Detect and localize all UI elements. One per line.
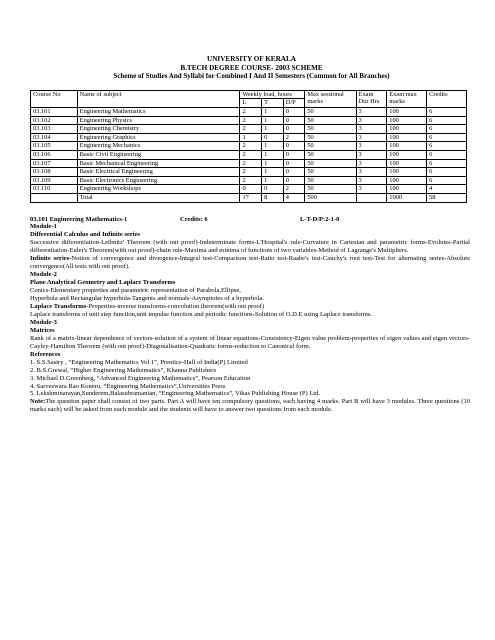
cell-cr: 6 [427,142,467,151]
col-exam-dur: Exam Dur Hrs [356,90,387,107]
cell-ses: 50 [305,142,356,151]
series-text: Notion of convergence and divergence-Integral test-Comparison test-Ratio test-Raabe's test-Cauchy's root test-Test for alternating series-Absolute convergence(All tests with out proof). [30,255,470,271]
cell-T: 1 [262,116,284,125]
cell-max: 100 [387,133,427,142]
cell-max: 100 [387,168,427,177]
cell-ses: 50 [305,159,356,168]
cell-max: 100 [387,107,427,116]
cell-T: 1 [262,150,284,159]
cell-L: 2 [240,168,262,177]
cell-cr: 6 [427,168,467,177]
cell-name: Basic Electrical Engineering [77,168,240,177]
cell-DP: 0 [283,168,305,177]
col-name: Name of subject [77,90,240,107]
cell-dur: 3 [356,133,387,142]
cell-code: 03.106 [31,150,78,159]
cell-name: Basic Electronics Engineering [77,176,240,185]
col-dp: D/P [283,99,305,108]
cell-code: 03.104 [31,133,78,142]
cell-DP: 0 [283,142,305,151]
cell-name: Basic Mechanical Engineering [77,159,240,168]
cell-ses: 50 [305,176,356,185]
table-header-row [31,90,467,99]
syllabus-body [30,216,470,415]
col-exam-max: Exam max marks [387,90,427,107]
scheme-table [30,90,467,203]
module-2-text-1: Conics-Elementary properties and parametric representation of Parabola,Ellipse, [30,287,241,295]
cell-dur: 3 [356,150,387,159]
col-weekly: Weekly load, hours [240,90,305,99]
cell-name: Engineering Workshops [77,185,240,194]
cell-T: 1 [262,159,284,168]
module-3-subtitle: Matrices [30,326,55,334]
cell-L: 2 [240,125,262,134]
subject-heading [30,216,470,224]
table-row [31,142,467,151]
cell-cr: 6 [427,125,467,134]
cell-T: 0 [262,133,284,142]
cell-name: Engineering Physics [77,116,240,125]
cell-L: 2 [240,159,262,168]
references-title: References [30,350,61,358]
cell-cr: 6 [427,116,467,125]
cell-DP: 0 [283,176,305,185]
table-row [31,193,467,202]
cell-ses: 50 [305,125,356,134]
cell-cr: 4 [427,185,467,194]
cell-DP: 0 [283,159,305,168]
note-label: Note: [30,398,46,406]
cell-dur: 3 [356,159,387,168]
table-row [31,185,467,194]
reference-item: 2. B.S.Grewal, “Higher Engineering Mathematics”, Khanna Publishers [30,366,216,374]
cell-L: 2 [240,142,262,151]
cell-L: 2 [240,107,262,116]
document-header [30,55,473,81]
cell-dur: 3 [356,168,387,177]
reference-item: 4. Sarveswara Rao Koneru, “Engineering Mathematics”,Universities Press [30,382,226,390]
cell-DP: 0 [283,150,305,159]
table-row [31,159,467,168]
cell-max: 100 [387,125,427,134]
cell-code: 03.101 [31,107,78,116]
cell-T: 1 [262,125,284,134]
cell-L: 0 [240,185,262,194]
cell-cr: 6 [427,176,467,185]
module-3-title: Module-3 [30,318,57,326]
cell-ses: 500 [305,193,356,202]
cell-max: 100 [387,159,427,168]
cell-ses: 50 [305,168,356,177]
module-2-text-2: Hyperbola and Rectangular hyperbola-Tangents and normals-Asymptotes of a hyperbola. [30,295,264,303]
cell-cr: 6 [427,150,467,159]
cell-T: 1 [262,107,284,116]
cell-dur: 3 [356,107,387,116]
course-title: B.TECH DEGREE COURSE- 2003 SCHEME [180,63,323,72]
module-1-text: Successive differentiation-Leibnitz' Theorem (with out proof)-Indeterminate forms-L'Hospital's rule-Curvature in Cartesian and parametric forms-Evolutes-Partial differentiation-Euler's Theorem(with out proof)-chain rule-Maxima and minima of functions of two variables-Method of Lagrange's Multipliers. [30,239,470,255]
note-text [30,398,470,414]
cell-name: Total [77,193,240,202]
cell-L: 2 [240,150,262,159]
references-list [30,359,470,399]
table-row [31,150,467,159]
cell-code: 03.105 [31,142,78,151]
module-2-title: Module-2 [30,271,57,279]
cell-L: 17 [240,193,262,202]
cell-dur: 3 [356,142,387,151]
subject-title: 03.101 Engineering Mathematics-1 [30,215,128,223]
cell-T: 8 [262,193,284,202]
cell-max: 100 [387,116,427,125]
cell-ses: 50 [305,150,356,159]
reference-item: 3. Michael D.Greenberg, “Advanced Engineering Mathematics”, Pearson Education [30,374,251,382]
cell-DP: 0 [283,116,305,125]
cell-max: 1000 [387,193,427,202]
reference-item: 5. Lekshminarayan,Sunderem,Balasubramanian, “Engineering Mathematics”, Vikas Publishing House (P) Ltd. [30,390,321,398]
cell-code: 03.102 [31,116,78,125]
note-body: The question paper shall consist of two parts. Part A will have ten compulsory questions, each having 4 marks. Part B will have 3 modules. Three questions (10 marks each) will be asked from each module and the students will have to answer two questions from each module. [30,398,470,414]
cell-T: 0 [262,185,284,194]
subject-credits: Credits: 6 [180,215,208,223]
col-l: L [240,99,262,108]
laplace-text: Properties-inverse transforms-convolution theorem(with out proof) [88,302,265,310]
cell-L: 2 [240,116,262,125]
cell-name: Engineering Mathematics [77,107,240,116]
module-2-laplace-text [30,303,470,311]
cell-code: 03.103 [31,125,78,134]
cell-code: 03.108 [31,168,78,177]
module-1-title: Module-1 [30,223,57,231]
cell-DP: 2 [283,133,305,142]
cell-name: Engineering Graphics [77,133,240,142]
cell-code [31,193,78,202]
subject-ltp: L-T-D/P:2-1-0 [300,215,340,223]
table-row [31,168,467,177]
cell-cr: 6 [427,159,467,168]
cell-code: 03.109 [31,176,78,185]
series-label: Infinite series- [30,255,72,263]
table-row [31,133,467,142]
module-3-text: Rank of a matrix-linear dependence of vectors-solution of a system of linear equations-Consistency-Eigen value problem-properties of eigen values and eigen vectors-Cayley-Hamilton Theorem (with out proof)-Diagonalisation-Quadratic forms-reduction to Canonical form. [30,334,470,350]
cell-code: 03.110 [31,185,78,194]
cell-ses: 50 [305,107,356,116]
scheme-title: Scheme of Studies And Syllabi for Combined I And II Semesters (Common for All Branches) [113,72,390,81]
module-1-series-text [30,255,470,271]
cell-DP: 0 [283,107,305,116]
cell-max: 100 [387,142,427,151]
reference-item: 1. S.S.Sastry , “Engineering Mathematics Vol 1”, Prentice-Hall of India(P) Limited [30,358,248,366]
module-2-subtitle: Plane Analytical Geometry and Laplace Transforms [30,279,176,287]
cell-code: 03.107 [31,159,78,168]
cell-max: 100 [387,185,427,194]
module-2-text-4: Laplace transforms of unit step function,unit impulse function and periodic functions-Solution of O.D.E using Laplace transforms. [30,310,372,318]
cell-max: 100 [387,150,427,159]
cell-dur: 3 [356,185,387,194]
table-row [31,125,467,134]
cell-DP: 2 [283,185,305,194]
cell-DP: 4 [283,193,305,202]
col-course-no: Course No [31,90,78,107]
cell-dur: 3 [356,116,387,125]
cell-name: Engineering Mechanics [77,142,240,151]
table-row [31,107,467,116]
col-credits: Credits [427,90,467,107]
cell-name: Engineering Chemistry [77,125,240,134]
cell-ses: 50 [305,116,356,125]
cell-cr: 6 [427,107,467,116]
cell-ses: 50 [305,133,356,142]
cell-dur: 3 [356,176,387,185]
cell-DP: 0 [283,125,305,134]
cell-name: Basic Civil Engineering [77,150,240,159]
module-1-subtitle: Differential Calculus and Infinite series [30,231,141,239]
cell-T: 1 [262,168,284,177]
cell-T: 1 [262,176,284,185]
cell-dur [356,193,387,202]
university-title: UNIVERSITY OF KERALA [207,55,296,63]
col-t: T [262,99,284,108]
table-row [31,176,467,185]
cell-cr: 6 [427,133,467,142]
cell-ses: 50 [305,185,356,194]
cell-T: 1 [262,142,284,151]
col-sessional: Max sessional marks [305,90,356,107]
cell-dur: 3 [356,125,387,134]
cell-cr: 58 [427,193,467,202]
laplace-label: Laplace Transforms- [30,302,89,310]
table-row [31,116,467,125]
cell-max: 100 [387,176,427,185]
cell-L: 2 [240,176,262,185]
cell-L: 1 [240,133,262,142]
